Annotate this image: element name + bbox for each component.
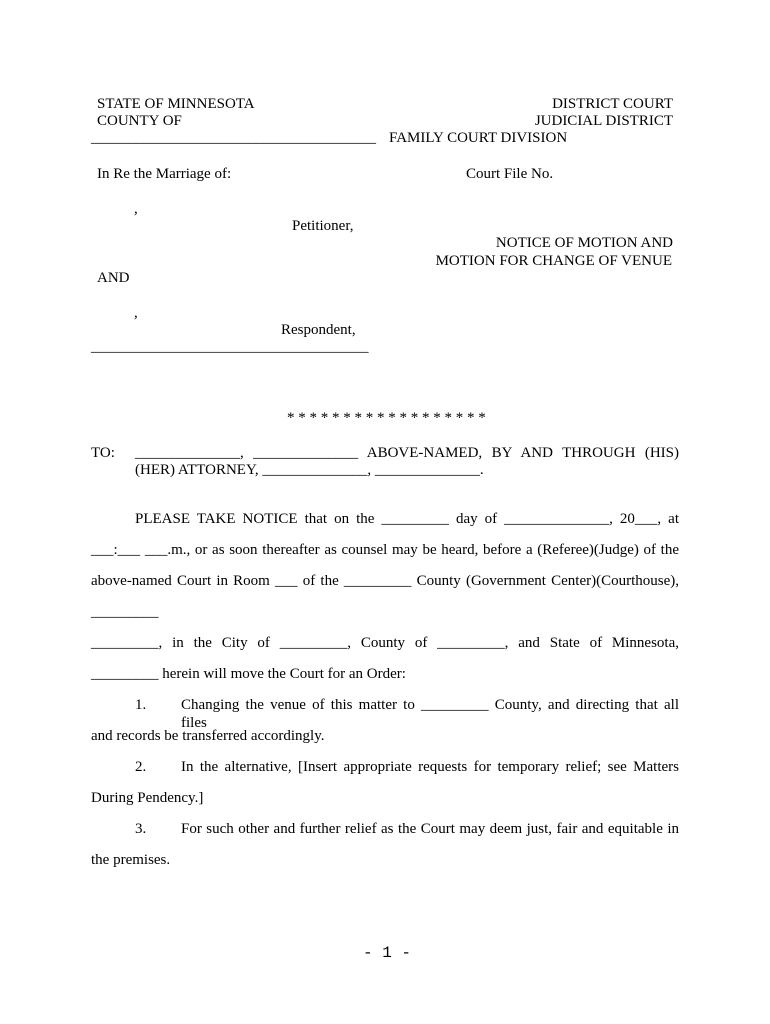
item-number: 1.	[135, 697, 147, 713]
item-text-line1: For such other and further relief as the Court may deem just, fair and equitable in	[181, 821, 679, 837]
notice-line4: _________	[91, 604, 159, 620]
document-title-line1: NOTICE OF MOTION AND	[495, 235, 673, 251]
notice-line5: _________, in the City of _________, County of _________, and State of Minnesota,	[91, 635, 679, 651]
and-separator: AND	[97, 270, 130, 286]
respondent-name-comma: ,	[134, 305, 138, 321]
document-title-line2: MOTION FOR CHANGE OF VENUE	[435, 253, 672, 269]
notice-line2: ___:___ ___.m., or as soon thereafter as counsel may be heard, before a (Referee)(Judge) of the	[91, 542, 679, 558]
state-name: STATE OF MINNESOTA	[97, 96, 255, 112]
item-number: 2.	[135, 759, 147, 775]
page-number: - 1 -	[363, 944, 412, 962]
to-label: TO:	[91, 445, 115, 461]
county-label: COUNTY OF	[97, 113, 182, 129]
court-file-number: Court File No.	[466, 166, 554, 182]
item-text-line1: In the alternative, [Insert appropriate requests for temporary relief; see Matters	[181, 759, 679, 775]
item-number: 3.	[135, 821, 147, 837]
to-line2: (HER) ATTORNEY, ______________, ______________.	[135, 462, 484, 478]
item-text-line2: and records be transferred accordingly.	[91, 728, 325, 744]
petitioner-label: Petitioner,	[292, 218, 354, 234]
judicial-district: JUDICIAL DISTRICT	[534, 113, 673, 129]
notice-line6: _________ herein will move the Court for an Order:	[91, 666, 406, 682]
caption-bottom-line: _____________________________________	[91, 339, 369, 355]
notice-line1: PLEASE TAKE NOTICE that on the _________ day of ______________, 20___, at	[135, 511, 679, 527]
notice-line3: above-named Court in Room ___ of the _________ County (Government Center)(Courthouse),	[91, 573, 679, 589]
county-blank-line: ______________________________________	[91, 130, 376, 146]
asterisk-separator: * * * * * * * * * * * * * * * * * *	[287, 410, 486, 426]
item-text-line2: the premises.	[91, 852, 171, 868]
family-court-division: FAMILY COURT DIVISION	[389, 130, 568, 146]
item-text-line2: During Pendency.]	[91, 790, 204, 806]
respondent-label: Respondent,	[281, 322, 356, 338]
in-re-marriage-label: In Re the Marriage of:	[97, 166, 232, 182]
item-text-line1: Changing the venue of this matter to _________ County, and directing that all files	[181, 697, 679, 731]
district-court: DISTRICT COURT	[552, 96, 673, 112]
to-line1: ______________, ______________ ABOVE-NAMED, BY AND THROUGH (HIS)	[135, 445, 679, 461]
petitioner-name-comma: ,	[134, 201, 138, 217]
